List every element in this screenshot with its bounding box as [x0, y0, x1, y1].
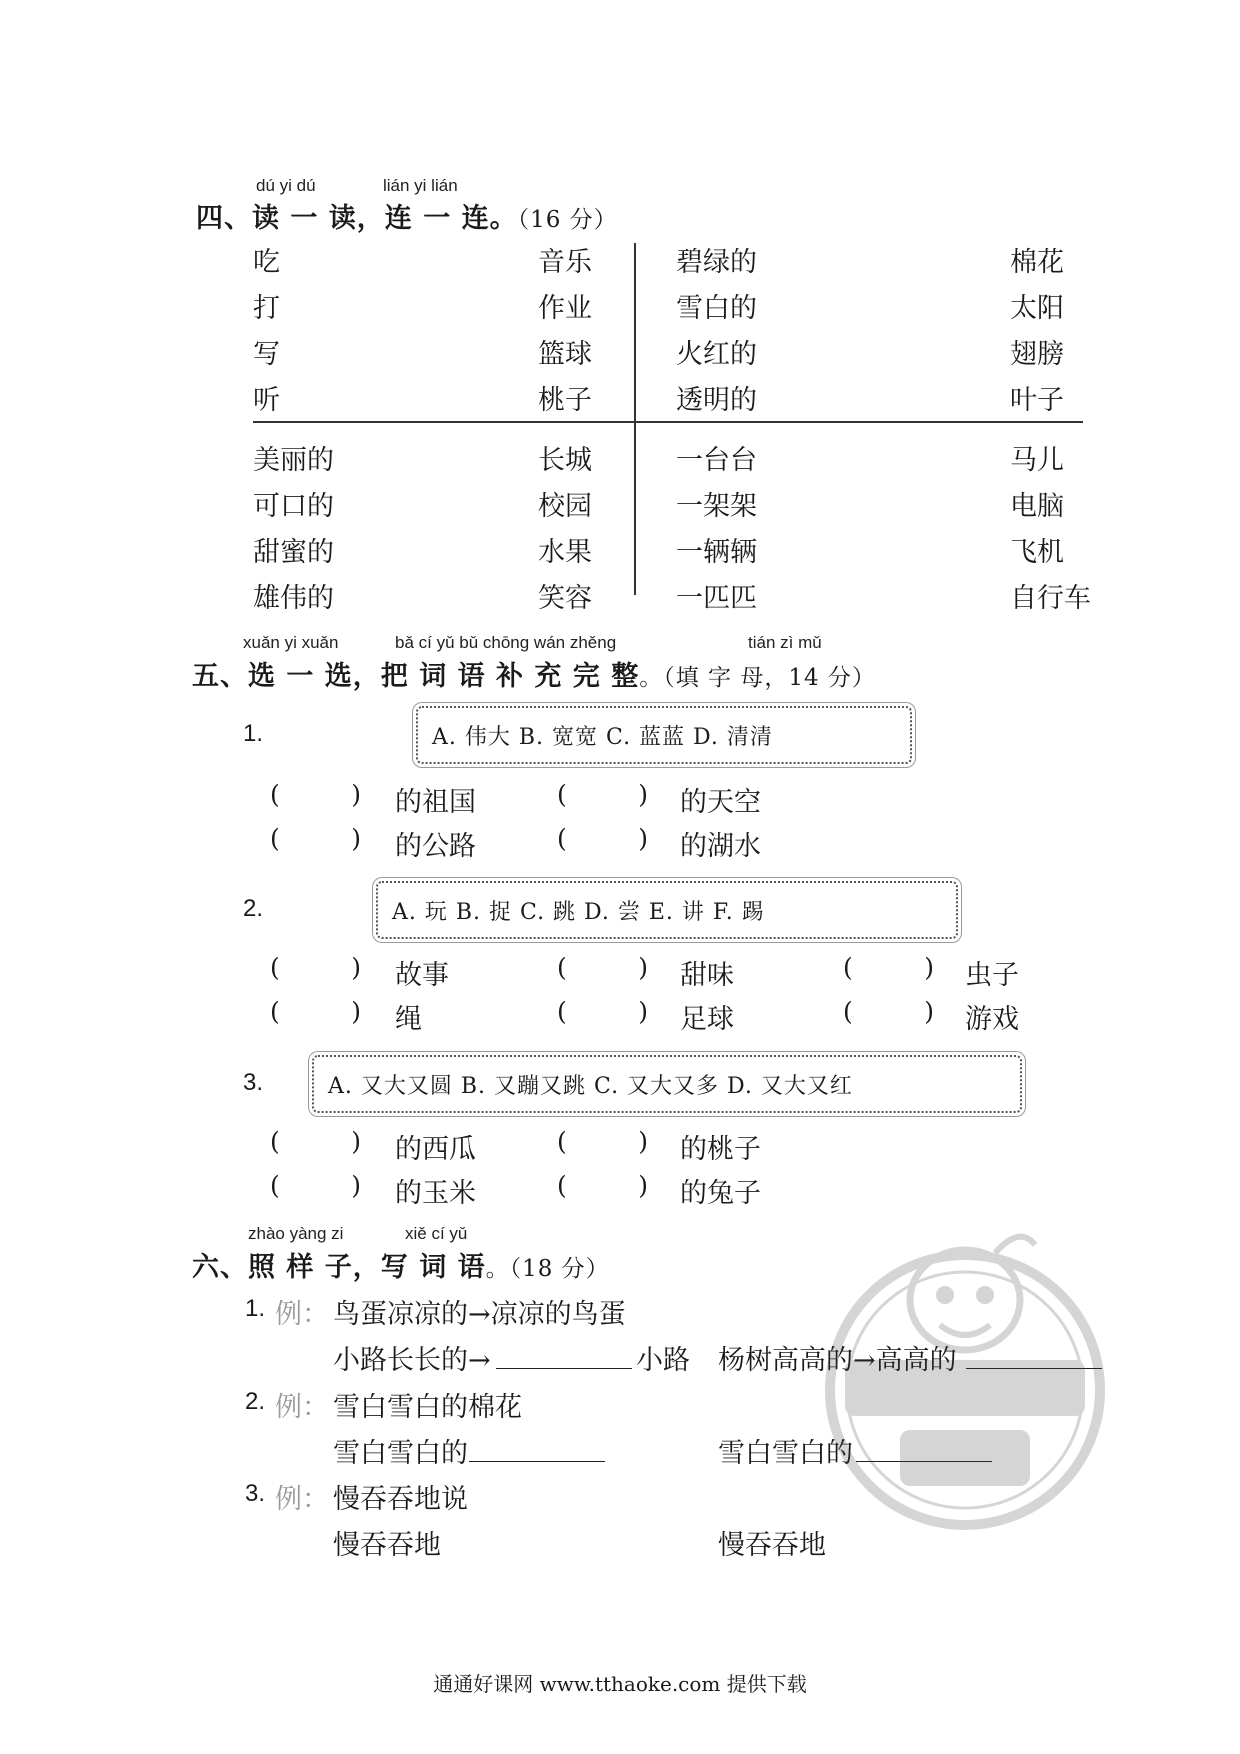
section6-pinyin-zhaoyangzi: zhào yàng zi [248, 1224, 344, 1243]
section6-title [192, 1245, 610, 1284]
s6-item3-a-prefix: 慢吞吞地 [333, 1530, 441, 1561]
answer-blank[interactable]: ( ) [270, 780, 362, 809]
s5-item2-number: 2. [243, 895, 264, 922]
s5-item2-phrase: 绳 [395, 1004, 422, 1035]
answer-blank[interactable]: ( ) [557, 1127, 649, 1156]
section5-pinyin-xuan: xuǎn yi xuǎn [243, 633, 339, 652]
section5-title [192, 654, 876, 693]
q1-left-word[interactable]: 写 [253, 339, 280, 370]
q2-left-word[interactable]: 碧绿的 [676, 247, 757, 278]
q3-right-word[interactable]: 笑容 [538, 583, 592, 614]
example-label: 例： [275, 1392, 329, 1423]
q2-left-word[interactable]: 雪白的 [676, 293, 757, 324]
s5-item2-phrase: 足球 [680, 1004, 734, 1035]
q2-right-word[interactable]: 太阳 [1010, 293, 1064, 324]
q3-right-word[interactable]: 校园 [538, 491, 592, 522]
q4-left-word[interactable]: 一架架 [676, 491, 757, 522]
footer-download-note: 通通好课网 www.tthaoke.com 提供下载 [433, 1672, 807, 1696]
q1-right-word[interactable]: 篮球 [538, 339, 592, 370]
q2-right-word[interactable]: 棉花 [1010, 247, 1064, 278]
q4-left-word[interactable]: 一辆辆 [676, 537, 757, 568]
answer-line[interactable] [496, 1368, 632, 1369]
s5-item1-phrase: 的公路 [395, 831, 476, 862]
q4-left-word[interactable]: 一匹匹 [676, 583, 757, 614]
answer-blank[interactable]: ( ) [843, 997, 935, 1026]
example-label: 例： [275, 1484, 329, 1515]
s5-item2-option-box [376, 881, 958, 939]
section4-pinyin-du: dú yi dú [256, 176, 316, 195]
s6-item1-example: 鸟蛋凉凉的→凉凉的鸟蛋 [333, 1299, 626, 1330]
answer-blank[interactable]: ( ) [843, 953, 935, 982]
section5-title-text: 五、选 一 选，把 词 语 补 充 完 整 [192, 661, 640, 692]
s5-item3-phrase: 的玉米 [395, 1178, 476, 1209]
q2-left-word[interactable]: 透明的 [676, 385, 757, 416]
section6-score: 。（18 分） [485, 1256, 610, 1282]
s5-item3-phrase: 的西瓜 [395, 1134, 476, 1165]
q1-left-word[interactable]: 打 [253, 293, 280, 324]
s6-item1-number: 1. [245, 1295, 266, 1322]
q3-right-word[interactable]: 水果 [538, 537, 592, 568]
section4-title-text: 四、读 一 读，连 一 连。 [196, 203, 518, 234]
q2-right-word[interactable]: 叶子 [1010, 385, 1064, 416]
q1-left-word[interactable]: 吃 [253, 247, 280, 278]
s5-item3-phrase: 的兔子 [680, 1178, 761, 1209]
section5-pinyin-main: bǎ cí yǔ bǔ chōng wán zhěng [395, 633, 617, 652]
section6-title-text: 六、照 样 子，写 词 语 [192, 1252, 486, 1283]
s5-item2-phrase: 故事 [395, 960, 449, 991]
s6-item1-b-prefix: 杨树高高的→高高的 [718, 1345, 957, 1376]
section4-title [196, 196, 618, 235]
s5-item2-phrase: 游戏 [965, 1004, 1019, 1035]
s6-item1-a-prefix: 小路长长的→ [333, 1345, 491, 1376]
q4-right-word[interactable]: 电脑 [1010, 491, 1064, 522]
s5-item2-phrase: 虫子 [965, 960, 1019, 991]
s6-item2-b-prefix: 雪白雪白的 [718, 1438, 853, 1469]
s5-item1-number: 1. [243, 720, 264, 747]
grid-vertical-divider [634, 243, 636, 595]
q3-left-word[interactable]: 雄伟的 [253, 583, 334, 614]
section5-score: 。（填 字 母，14 分） [639, 665, 876, 691]
s5-item1-option-box [416, 706, 912, 764]
s5-item3-options: A. 又大又圆 B. 又蹦又跳 C. 又大又多 D. 又大又红 [328, 1074, 853, 1099]
grid-horizontal-divider [253, 421, 1083, 423]
section4-score: （16 分） [517, 207, 618, 233]
s6-item2-a-prefix: 雪白雪白的 [333, 1438, 468, 1469]
s6-item1-a-suffix: 小路 [636, 1345, 690, 1376]
q1-right-word[interactable]: 作业 [538, 293, 592, 324]
s6-item3-number: 3. [245, 1480, 266, 1507]
s5-item2-phrase: 甜味 [680, 960, 734, 991]
q1-left-word[interactable]: 听 [253, 385, 280, 416]
answer-blank[interactable]: ( ) [270, 1127, 362, 1156]
q1-right-word[interactable]: 音乐 [538, 247, 592, 278]
answer-blank[interactable]: ( ) [557, 997, 649, 1026]
q4-right-word[interactable]: 马儿 [1010, 445, 1064, 476]
answer-blank[interactable]: ( ) [270, 824, 362, 853]
s5-item1-phrase: 的祖国 [395, 787, 476, 818]
s5-item3-number: 3. [243, 1069, 264, 1096]
s5-item1-options: A. 伟大 B. 宽宽 C. 蓝蓝 D. 清清 [432, 725, 773, 750]
answer-line[interactable] [469, 1461, 605, 1462]
answer-blank[interactable]: ( ) [270, 1171, 362, 1200]
s5-item3-option-box [312, 1055, 1022, 1113]
section6-pinyin-xieciyu: xiě cí yǔ [405, 1224, 468, 1243]
answer-blank[interactable]: ( ) [557, 780, 649, 809]
q1-right-word[interactable]: 桃子 [538, 385, 592, 416]
q3-left-word[interactable]: 美丽的 [253, 445, 334, 476]
answer-blank[interactable]: ( ) [270, 953, 362, 982]
s5-item2-options: A. 玩 B. 捉 C. 跳 D. 尝 E. 讲 F. 踢 [392, 900, 765, 925]
s5-item1-phrase: 的天空 [680, 787, 761, 818]
s5-item3-phrase: 的桃子 [680, 1134, 761, 1165]
answer-blank[interactable]: ( ) [557, 1171, 649, 1200]
q4-right-word[interactable]: 自行车 [1010, 583, 1091, 614]
q3-left-word[interactable]: 甜蜜的 [253, 537, 334, 568]
s6-item2-example: 雪白雪白的棉花 [333, 1392, 522, 1423]
q4-left-word[interactable]: 一台台 [676, 445, 757, 476]
s6-item3-example: 慢吞吞地说 [333, 1484, 468, 1515]
q3-left-word[interactable]: 可口的 [253, 491, 334, 522]
publisher-stamp-watermark [820, 1225, 1110, 1535]
s5-item1-phrase: 的湖水 [680, 831, 761, 862]
answer-blank[interactable]: ( ) [557, 953, 649, 982]
example-label: 例： [275, 1299, 329, 1330]
q2-right-word[interactable]: 翅膀 [1010, 339, 1064, 370]
q2-left-word[interactable]: 火红的 [676, 339, 757, 370]
section4-pinyin-lian: lián yi lián [383, 176, 458, 195]
section5-pinyin-tian: tián zì mǔ [748, 633, 822, 652]
q3-right-word[interactable]: 长城 [538, 445, 592, 476]
q4-right-word[interactable]: 飞机 [1010, 537, 1064, 568]
s6-item2-number: 2. [245, 1388, 266, 1415]
answer-blank[interactable]: ( ) [557, 824, 649, 853]
s6-item3-b-prefix: 慢吞吞地 [718, 1530, 826, 1561]
answer-blank[interactable]: ( ) [270, 997, 362, 1026]
